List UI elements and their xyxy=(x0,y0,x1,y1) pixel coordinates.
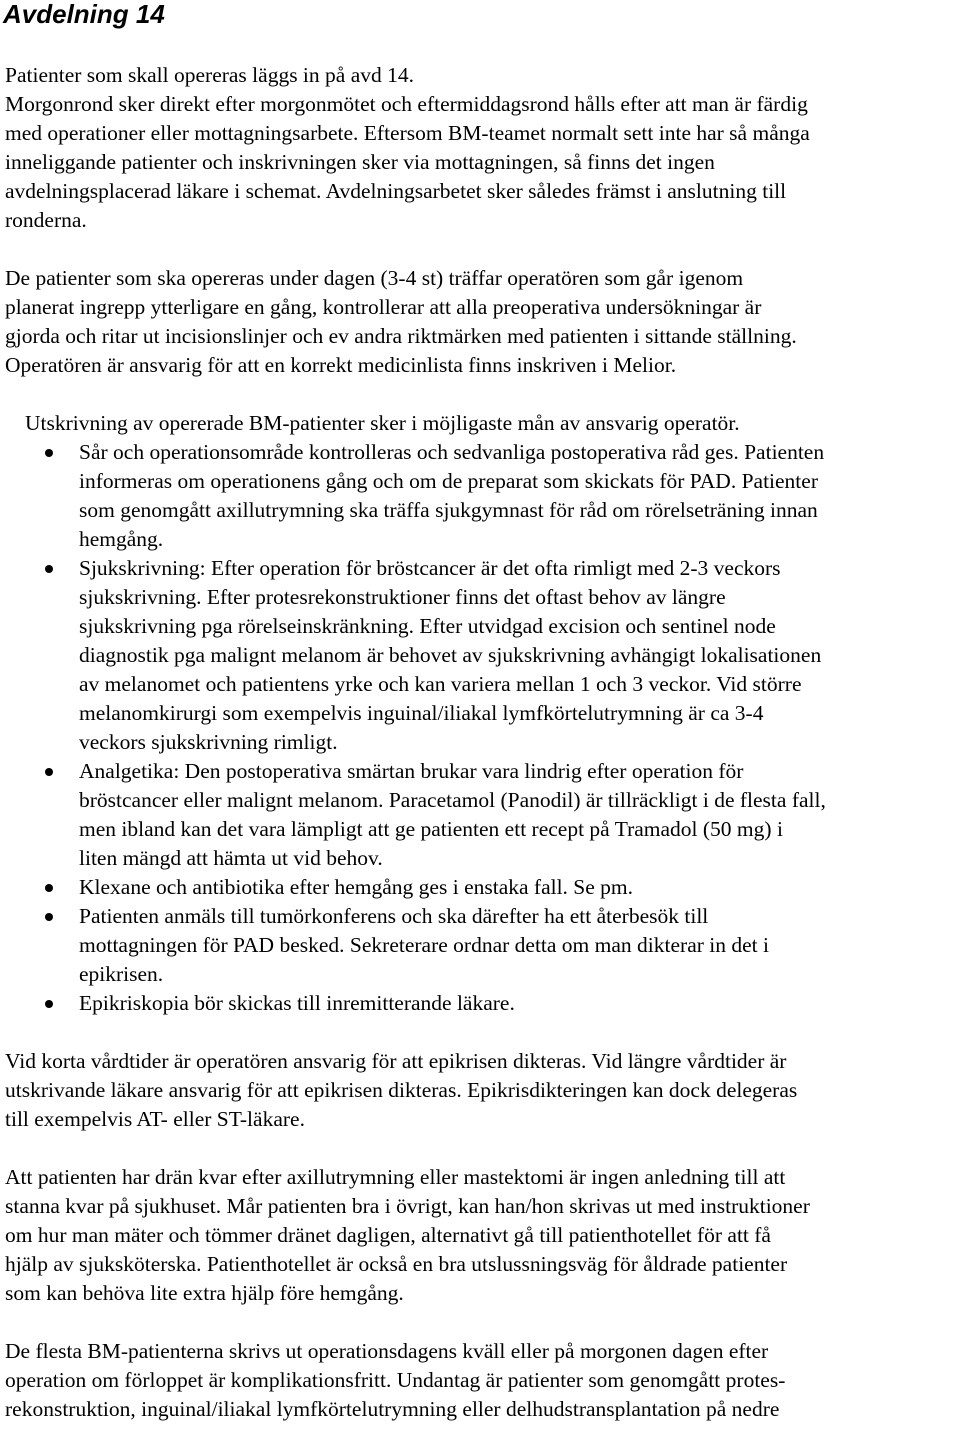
short-stay-paragraph xyxy=(5,1047,957,1134)
text-line: Sår och operationsområde kontrolleras och sedvanliga postoperativa råd ges. Patienten xyxy=(79,440,825,464)
text-line: informeras om operationens gång och om de preparat som skickats för PAD. Patienter xyxy=(79,469,818,493)
text-line: om hur man mäter och tömmer dränet dagligen, alternativt gå till patienthotellet för att få xyxy=(5,1223,771,1247)
discharge-intro: Utskrivning av opererade BM-patienter sker i möjligaste mån av ansvarig operatör. xyxy=(25,411,740,435)
bullet-icon xyxy=(45,449,53,457)
text-line: veckors sjukskrivning rimligt. xyxy=(79,730,338,754)
text-line: Att patienten har drän kvar efter axillutrymning eller mastektomi är ingen anledning till att xyxy=(5,1165,786,1189)
intro-paragraph xyxy=(5,61,957,235)
text-line: Sjukskrivning: Efter operation för bröstcancer är det ofta rimligt med 2-3 veckors xyxy=(79,556,781,580)
text-line: De patienter som ska opereras under dagen (3-4 st) träffar operatören som går igenom xyxy=(5,266,744,290)
bullet-icon xyxy=(45,884,53,892)
text-line: planerat ingrepp ytterligare en gång, kontrollerar att alla preoperativa undersökningar är xyxy=(5,295,762,319)
text-line: Analgetika: Den postoperativa smärtan brukar vara lindrig efter operation för xyxy=(79,759,744,783)
text-line: Epikriskopia bör skickas till inremitterande läkare. xyxy=(79,991,515,1015)
text-line: mottagningen för PAD besked. Sekreterare ordnar detta om man dikterar in det i xyxy=(79,933,769,957)
bullet-item-klexane xyxy=(5,873,957,902)
text-line: operation om förloppet är komplikationsfritt. Undantag är patienter som genomgått protes- xyxy=(5,1368,786,1392)
text-line: med operationer eller mottagningsarbete. Eftersom BM-teamet normalt sett inte har så många xyxy=(5,121,810,145)
text-line: Patienter som skall opereras läggs in på avd 14. xyxy=(5,63,414,87)
text-line: liten mängd att hämta ut vid behov. xyxy=(79,846,383,870)
text-line: hjälp av sjuksköterska. Patienthotellet är också en bra utslussningsväg för åldrade patienter xyxy=(5,1252,788,1276)
text-line: som genomgått axillutrymning ska träffa sjukgymnast för råd om rörelseträning innan xyxy=(79,498,818,522)
text-line: Morgonrond sker direkt efter morgonmötet och eftermiddagsrond hålls efter att man är färdig xyxy=(5,92,808,116)
text-line: ronderna. xyxy=(5,208,87,232)
bullet-icon xyxy=(45,768,53,776)
text-line: utskrivande läkare ansvarig för att epikrisen dikteras. Epikrisdikteringen kan dock delegeras xyxy=(5,1078,798,1102)
evening-discharge-paragraph xyxy=(5,1337,957,1424)
text-line: De flesta BM-patienterna skrivs ut operationsdagens kväll eller på morgonen dagen efter xyxy=(5,1339,769,1363)
bullet-item-wound-care xyxy=(5,438,957,554)
text-line: Klexane och antibiotika efter hemgång ges i enstaka fall. Se pm. xyxy=(79,875,634,899)
text-line: Vid korta vårdtider är operatören ansvarig för att epikrisen dikteras. Vid längre vårdtider är xyxy=(5,1049,787,1073)
text-line: epikrisen. xyxy=(79,962,164,986)
bullet-item-analgesics xyxy=(5,757,957,873)
text-line: melanomkirurgi som exempelvis inguinal/iliakal lymfkörtelutrymning är ca 3-4 xyxy=(79,701,764,725)
text-line: stanna kvar på sjukhuset. Mår patienten bra i övrigt, kan han/hon skrivas ut med instruktioner xyxy=(5,1194,810,1218)
drain-paragraph xyxy=(5,1163,957,1308)
discharge-section xyxy=(5,409,957,1018)
text-line: inneliggande patienter och inskrivningen sker via mottagningen, så finns det ingen xyxy=(5,150,715,174)
bullet-item-tumor-conference xyxy=(5,902,957,989)
text-line: Patienten anmäls till tumörkonferens och ska därefter ha ett återbesök till xyxy=(79,904,709,928)
bullet-icon xyxy=(45,565,53,573)
text-line: av melanomet och patientens yrke och kan variera mellan 1 och 3 veckor. Vid större xyxy=(79,672,802,696)
text-line: till exempelvis AT- eller ST-läkare. xyxy=(5,1107,305,1131)
discharge-bullet-list xyxy=(5,438,957,1018)
text-line: rekonstruktion, inguinal/iliakal lymfkörtelutrymning eller delhudstransplantation på nedre xyxy=(5,1397,780,1421)
text-line: som kan behöva lite extra hjälp före hemgång. xyxy=(5,1281,404,1305)
surgery-day-paragraph xyxy=(5,264,957,380)
text-line: gjorda och ritar ut incisionslinjer och ev andra riktmärken med patienten i sittande ställning. xyxy=(5,324,797,348)
text-line: men ibland kan det vara lämpligt att ge patienten ett recept på Tramadol (50 mg) i xyxy=(79,817,783,841)
page-title: Avdelning 14 xyxy=(3,0,165,29)
document-body xyxy=(5,61,957,1446)
text-line: bröstcancer eller malignt melanom. Paracetamol (Panodil) är tillräckligt i de flesta fall, xyxy=(79,788,826,812)
text-line: hemgång. xyxy=(79,527,164,551)
bullet-item-epicrisis-copy xyxy=(5,989,957,1018)
text-line: sjukskrivning. Efter protesrekonstruktioner finns det oftast behov av längre xyxy=(79,585,726,609)
bullet-icon xyxy=(45,1000,53,1008)
text-line: avdelningsplacerad läkare i schemat. Avdelningsarbetet sker således främst i anslutning till xyxy=(5,179,787,203)
text-line: diagnostik pga malignt melanom är behovet av sjukskrivning avhängigt lokalisationen xyxy=(79,643,822,667)
bullet-icon xyxy=(45,913,53,921)
text-line: Operatören är ansvarig för att en korrekt medicinlista finns inskriven i Melior. xyxy=(5,353,677,377)
text-line: sjukskrivning pga rörelseinskränkning. Efter utvidgad excision och sentinel node xyxy=(79,614,776,638)
bullet-item-sick-leave xyxy=(5,554,957,757)
